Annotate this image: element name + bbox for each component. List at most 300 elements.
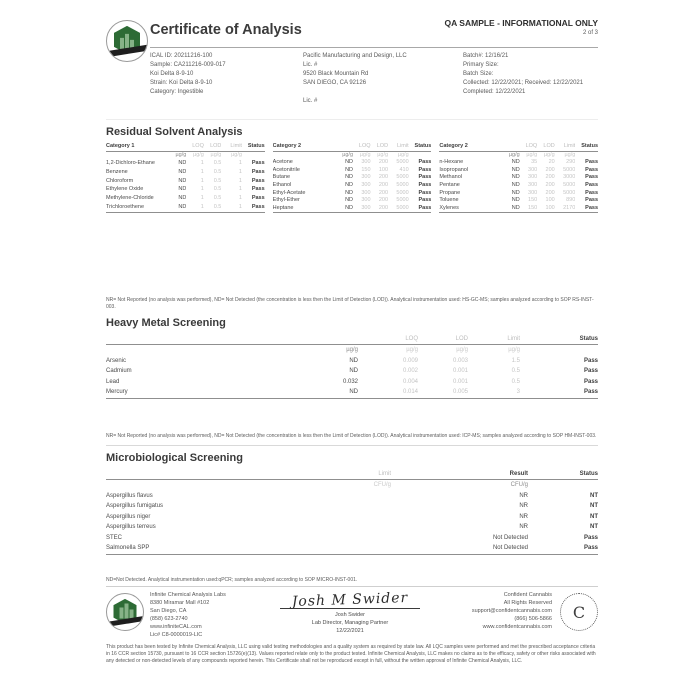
analyte-limit: 1 xyxy=(238,159,242,166)
signature: Josh M Swider xyxy=(291,590,409,611)
analyte-lod: 200 xyxy=(545,174,555,181)
units-row xyxy=(106,480,598,491)
analyte-name: Methanol xyxy=(439,174,462,181)
analyte-status: Pass xyxy=(251,177,265,184)
analyte-row xyxy=(439,197,598,205)
analyte-name: Trichloroethene xyxy=(106,204,145,211)
column-header-limit: Limit xyxy=(468,334,520,345)
metal-lod: 0.005 xyxy=(452,389,468,396)
unit-label: µg/g xyxy=(508,347,520,354)
client-info-column xyxy=(303,52,463,106)
analyte-name: 1,2-Dichloro-Ethane xyxy=(106,159,155,166)
analyte-status: Pass xyxy=(585,159,599,166)
confident-cannabis-block xyxy=(434,591,552,631)
organism-name: Aspergillus flavus xyxy=(106,492,153,499)
footer xyxy=(106,591,598,639)
analyte-limit: 2170 xyxy=(563,204,576,211)
analyte-limit: 5000 xyxy=(396,174,409,181)
analyte-lod: 100 xyxy=(545,204,555,211)
organism-limit xyxy=(301,512,391,523)
organism-row xyxy=(106,522,598,533)
analyte-lod: 0.5 xyxy=(213,204,222,211)
analyte-loq: 150 xyxy=(528,197,538,204)
confident-info-line: (866) 506-5866 xyxy=(514,616,552,623)
analyte-result: ND xyxy=(511,174,520,181)
unit-label: µg/g xyxy=(397,151,409,158)
metal-lod: 0.003 xyxy=(452,357,468,364)
analyte-name: Acetone xyxy=(272,159,293,166)
microbiological-note: ND=Not Detected. Analytical instrumentation used:qPCR; samples analyzed according to SOP MICRO-INST-001. xyxy=(106,577,598,588)
metal-limit: 0.5 xyxy=(511,368,520,375)
analyte-name: Ethanol xyxy=(272,181,292,188)
organism-name: STEC xyxy=(106,534,123,541)
analyte-lod: 20 xyxy=(548,159,555,166)
metal-loq: 0.014 xyxy=(402,389,418,396)
analyte-lod: 200 xyxy=(378,181,389,188)
metal-loq: 0.004 xyxy=(402,378,418,385)
analyte-row xyxy=(273,167,432,175)
analyte-lod: 200 xyxy=(378,159,389,166)
column-header-loq: LOQ xyxy=(353,143,371,151)
signature-block xyxy=(266,591,434,635)
analyte-name: Ethyl-Ether xyxy=(272,197,300,204)
client-info-line: Pacific Manufacturing and Design, LLC xyxy=(303,53,407,59)
analyte-limit: 290 xyxy=(566,159,576,166)
analyte-limit: 5000 xyxy=(563,166,576,173)
batch-info-line: Primary Size: xyxy=(463,62,499,68)
analyte-lod: 0.5 xyxy=(213,168,222,175)
signer-title: Lab Director, Managing Partner xyxy=(311,620,389,627)
sample-info-line: Koi Delta 8-9-10 xyxy=(150,71,194,77)
confident-info-line: All Rights Reserved xyxy=(503,600,552,607)
unit-label: µg/g xyxy=(564,151,576,158)
analyte-limit: 5000 xyxy=(396,204,409,211)
analyte-result: ND xyxy=(511,181,520,188)
organism-result: NR xyxy=(519,503,528,510)
organism-result: NR xyxy=(519,513,528,520)
analyte-loq: 1 xyxy=(200,168,204,175)
organism-name: Aspergillus fumigatus xyxy=(106,503,164,510)
analyte-row xyxy=(273,159,432,167)
unit-label: µg/g xyxy=(342,151,354,158)
lab-info-line: (858) 623-2740 xyxy=(150,616,188,623)
analyte-row xyxy=(273,205,432,213)
batch-info-column xyxy=(463,52,598,106)
header-title-row xyxy=(150,18,598,48)
lab-info-line: 8380 Miramar Mall #102 xyxy=(150,600,210,607)
analyte-result: ND xyxy=(345,197,354,204)
analyte-name: Heptane xyxy=(272,204,294,211)
analyte-name: Isopropanol xyxy=(439,166,469,173)
analyte-loq: 1 xyxy=(200,204,204,211)
page-number: 2 of 3 xyxy=(582,30,598,36)
analyte-result: ND xyxy=(345,166,354,173)
metal-row xyxy=(106,387,598,398)
organism-status: NT xyxy=(590,513,598,520)
logo-bar xyxy=(120,608,124,619)
analyte-status: Pass xyxy=(585,166,599,173)
column-header-category: Category 2 xyxy=(439,143,497,151)
metal-row xyxy=(106,356,598,367)
microbiological-heading: Microbiological Screening xyxy=(106,451,243,464)
analyte-result: ND xyxy=(178,159,187,166)
analyte-lod: 200 xyxy=(545,189,555,196)
metal-loq: 0.009 xyxy=(402,357,418,364)
header-info-columns xyxy=(150,48,598,106)
analyte-name: Ethylene Oxide xyxy=(106,186,144,193)
header xyxy=(106,18,598,106)
metal-status: Pass xyxy=(583,389,598,396)
analyte-loq: 300 xyxy=(361,174,371,181)
organism-row xyxy=(106,501,598,512)
metal-result: ND xyxy=(349,368,358,375)
organism-row xyxy=(106,491,598,502)
analyte-row xyxy=(106,195,265,204)
analyte-row xyxy=(106,203,265,212)
column-header-limit: Limit xyxy=(388,143,409,151)
analyte-loq: 300 xyxy=(361,197,371,204)
analyte-limit: 5000 xyxy=(396,181,409,188)
client-info-line: Lic. # xyxy=(303,62,318,68)
analyte-limit: 5000 xyxy=(396,197,409,204)
organism-result: Not Detected xyxy=(492,545,528,552)
logo-bar xyxy=(125,604,129,619)
analyte-status: Pass xyxy=(585,189,599,196)
unit-label: CFU/g xyxy=(373,482,391,489)
column-header-category: Category 2 xyxy=(273,143,331,151)
analyte-result: ND xyxy=(178,195,187,202)
column-header-lod: LOD xyxy=(371,143,389,151)
analyte-row xyxy=(439,167,598,175)
sample-info-line: Category: Ingestible xyxy=(150,89,204,95)
analyte-loq: 1 xyxy=(200,195,204,202)
units-row xyxy=(273,151,432,159)
analyte-status: Pass xyxy=(418,166,432,173)
table-header-row xyxy=(106,469,598,480)
unit-label: µg/g xyxy=(175,151,187,158)
analyte-lod: 100 xyxy=(378,166,389,173)
analyte-limit: 1 xyxy=(238,168,242,175)
units-row xyxy=(439,151,598,159)
organism-status: NT xyxy=(590,492,598,499)
unit-label: µg/g xyxy=(193,151,204,158)
organism-status: NT xyxy=(590,503,598,510)
analyte-row xyxy=(273,174,432,182)
analyte-name: Methylene-Chloride xyxy=(106,195,154,202)
solvent-table-category-1 xyxy=(106,143,265,213)
metal-name: Mercury xyxy=(106,389,128,396)
confident-info-line: www.confidentcannabis.com xyxy=(482,624,552,631)
metal-name: Cadmium xyxy=(106,368,132,375)
units-row xyxy=(106,345,598,356)
analyte-limit: 1 xyxy=(238,204,242,211)
metal-result: 0.032 xyxy=(342,378,358,385)
unit-label: µg/g xyxy=(231,151,242,158)
analyte-status: Pass xyxy=(418,204,432,211)
certificate-page xyxy=(106,18,598,665)
analyte-name: Pentane xyxy=(439,181,460,188)
client-info-line: 9520 Black Mountain Rd xyxy=(303,71,369,77)
analyte-name: Acetonitrile xyxy=(272,166,300,173)
analyte-status: Pass xyxy=(585,204,599,211)
organism-limit xyxy=(301,501,391,512)
analyte-loq: 300 xyxy=(528,174,538,181)
client-info-line: SAN DIEGO, CA 92126 xyxy=(303,80,367,86)
analyte-result: ND xyxy=(345,174,354,181)
lab-info-line: www.infiniteCAL.com xyxy=(150,624,202,631)
qa-sample-banner: QA SAMPLE - INFORMATIONAL ONLY xyxy=(444,18,598,28)
table-header-row xyxy=(106,334,598,345)
column-header-status: Status xyxy=(409,143,432,151)
analyte-row xyxy=(439,205,598,213)
organism-limit xyxy=(301,543,391,554)
organism-row xyxy=(106,543,598,554)
analyte-lod: 200 xyxy=(378,189,389,196)
analyte-row xyxy=(439,174,598,182)
organism-result: NR xyxy=(519,524,528,531)
organism-name: Aspergillus terreus xyxy=(106,524,156,531)
analyte-result: ND xyxy=(511,166,520,173)
sample-info-column xyxy=(150,52,303,106)
analyte-loq: 300 xyxy=(361,204,371,211)
analyte-limit: 1 xyxy=(238,177,242,184)
analyte-row xyxy=(273,182,432,190)
analyte-result: ND xyxy=(178,204,187,211)
analyte-status: Pass xyxy=(418,181,432,188)
metal-status: Pass xyxy=(583,378,598,385)
analyte-lod: 0.5 xyxy=(213,186,222,193)
column-header-status: Status xyxy=(528,469,598,480)
metal-row xyxy=(106,366,598,377)
analyte-status: Pass xyxy=(418,197,432,204)
organism-name: Aspergillus niger xyxy=(106,513,151,520)
microbiological-table xyxy=(106,469,598,555)
analyte-limit: 1 xyxy=(238,186,242,193)
confident-info-line: Confident Cannabis xyxy=(503,592,552,599)
analyte-loq: 300 xyxy=(528,189,538,196)
analyte-result: ND xyxy=(511,197,520,204)
signature-date: 12/22/2021 xyxy=(336,628,364,635)
analyte-status: Pass xyxy=(585,181,599,188)
column-header-loq: LOQ xyxy=(520,143,538,151)
table-header-row xyxy=(106,143,265,151)
analyte-row xyxy=(439,182,598,190)
analyte-result: ND xyxy=(178,177,187,184)
analyte-loq: 1 xyxy=(200,186,204,193)
residual-solvent-heading: Residual Solvent Analysis xyxy=(106,126,243,138)
infinite-chemical-logo xyxy=(106,593,144,631)
confident-cannabis-stamp xyxy=(560,593,598,631)
analyte-result: ND xyxy=(345,204,354,211)
column-header-loq: LOQ xyxy=(186,143,204,151)
organism-status: Pass xyxy=(583,545,598,552)
lab-info-line: Infinite Chemical Analysis Labs xyxy=(150,592,226,599)
analyte-limit: 5000 xyxy=(396,189,409,196)
analyte-row xyxy=(273,197,432,205)
metal-lod: 0.001 xyxy=(452,368,468,375)
lab-info-line: San Diego, CA xyxy=(150,608,187,615)
analyte-name: Toluene xyxy=(439,197,459,204)
column-header-lod: LOD xyxy=(418,334,468,345)
metal-row xyxy=(106,377,598,388)
unit-label: µg/g xyxy=(210,151,222,158)
analyte-lod: 200 xyxy=(545,181,555,188)
column-header-lod: LOD xyxy=(537,143,555,151)
analyte-loq: 300 xyxy=(361,189,371,196)
metal-status: Pass xyxy=(583,357,598,364)
analyte-status: Pass xyxy=(251,159,265,166)
analyte-lod: 200 xyxy=(378,174,389,181)
analyte-lod: 0.5 xyxy=(213,195,222,202)
analyte-lod: 200 xyxy=(378,204,389,211)
column-header-status: Status xyxy=(242,143,265,151)
analyte-result: ND xyxy=(511,204,520,211)
unit-label: CFU/g xyxy=(510,482,528,489)
sample-info-line: Strain: Koi Delta 8-9-10 xyxy=(150,80,213,86)
lab-info-line: Lic# C8-0000019-LIC xyxy=(150,632,203,639)
stamp-letter: C xyxy=(572,602,586,622)
analyte-row xyxy=(439,190,598,198)
unit-label: µg/g xyxy=(526,151,538,158)
metal-result: ND xyxy=(349,357,358,364)
organism-name: Salmonella SPP xyxy=(106,545,150,552)
signer-name: Josh Swider xyxy=(335,612,365,619)
heavy-metal-heading: Heavy Metal Screening xyxy=(106,316,226,329)
batch-info-line: Batch Size: xyxy=(463,71,494,77)
analyte-status: Pass xyxy=(418,189,432,196)
qa-banner-block xyxy=(445,18,598,36)
column-header-loq: LOQ xyxy=(358,334,418,345)
analyte-name: Chloroform xyxy=(106,177,134,184)
analyte-loq: 1 xyxy=(200,177,204,184)
sample-info-line: Sample: CA211216-009-017 xyxy=(150,62,226,68)
analyte-row xyxy=(439,159,598,167)
residual-solvent-note: NR= Not Reported (no analysis was performed), ND= Not Detected (the concentration is less then the Limit of Detection (LOD)). Analytical instrumentation used: HS-GC-MS; samples analyzed according to SOP RS-INST-003. xyxy=(106,297,594,311)
unit-label: µg/g xyxy=(346,347,358,354)
unit-label: µg/g xyxy=(508,151,520,158)
analyte-status: Pass xyxy=(418,159,432,166)
metal-limit: 0.5 xyxy=(511,378,520,385)
analyte-loq: 150 xyxy=(361,166,371,173)
organism-limit xyxy=(301,533,391,544)
analyte-loq: 300 xyxy=(528,181,538,188)
table-header-row xyxy=(273,143,432,151)
analyte-result: ND xyxy=(178,186,187,193)
logo-bar xyxy=(120,38,124,49)
metal-status: Pass xyxy=(583,368,598,375)
infinite-chemical-logo xyxy=(106,20,148,62)
analyte-limit: 1 xyxy=(238,195,242,202)
solvent-table-category-2b xyxy=(439,143,598,213)
analyte-limit: 5000 xyxy=(396,159,409,166)
unit-label: µg/g xyxy=(377,151,389,158)
analyte-row xyxy=(106,177,265,186)
analyte-lod: 100 xyxy=(545,197,555,204)
analyte-row xyxy=(106,186,265,195)
organism-result: Not Detected xyxy=(492,534,528,541)
analyte-name: Ethyl-Acetate xyxy=(272,189,306,196)
organism-row xyxy=(106,533,598,544)
analyte-status: Pass xyxy=(251,186,265,193)
metal-name: Arsenic xyxy=(106,357,127,364)
unit-label: µg/g xyxy=(406,347,418,354)
analyte-status: Pass xyxy=(251,204,265,211)
document-title: Certificate of Analysis xyxy=(150,22,302,38)
client-info-line xyxy=(303,88,463,97)
analyte-row xyxy=(106,168,265,177)
column-header-status: Status xyxy=(575,143,598,151)
analyte-status: Pass xyxy=(251,195,265,202)
unit-label: µg/g xyxy=(456,347,468,354)
analyte-limit: 5000 xyxy=(563,181,576,188)
organism-limit xyxy=(301,522,391,533)
analyte-lod: 200 xyxy=(378,197,389,204)
analyte-result: ND xyxy=(345,181,354,188)
analyte-loq: 35 xyxy=(531,159,538,166)
table-header-row xyxy=(439,143,598,151)
analyte-result: ND xyxy=(345,189,354,196)
analyte-result: ND xyxy=(345,159,354,166)
analyte-name: Propane xyxy=(439,189,461,196)
analyte-result: ND xyxy=(511,159,520,166)
heavy-metal-note: NR= Not Reported (no analysis was performed), ND= Not Detected (the concentration is less then the Limit of Detection (LOD)). Analytical instrumentation used: ICP-MS; samples analyzed according to SOP HM-INST-003. xyxy=(106,433,598,446)
organism-limit xyxy=(301,491,391,502)
analyte-lod: 0.5 xyxy=(213,159,222,166)
analyte-limit: 890 xyxy=(566,197,576,204)
analyte-status: Pass xyxy=(251,168,265,175)
column-header-lod: LOD xyxy=(204,143,222,151)
batch-info-line: Collected: 12/22/2021; Received: 12/22/2021 xyxy=(463,80,584,86)
analyte-lod: 0.5 xyxy=(213,177,222,184)
analyte-result: ND xyxy=(511,189,520,196)
analyte-name: Xylenes xyxy=(439,204,459,211)
analyte-lod: 200 xyxy=(545,166,555,173)
analyte-status: Pass xyxy=(585,197,599,204)
analyte-row xyxy=(106,159,265,168)
unit-label: µg/g xyxy=(543,151,555,158)
sample-info-line: ICAL ID: 20211216-100 xyxy=(150,53,213,59)
metal-limit: 1.5 xyxy=(511,357,520,364)
analyte-loq: 300 xyxy=(528,166,538,173)
analyte-loq: 150 xyxy=(528,204,538,211)
analyte-limit: 3000 xyxy=(563,174,576,181)
metal-lod: 0.001 xyxy=(452,378,468,385)
confident-info-line: support@confidentcannabis.com xyxy=(471,608,552,615)
column-header-result: Result xyxy=(391,469,528,480)
column-header-limit: Limit xyxy=(555,143,576,151)
legal-disclaimer: This product has been tested by Infinite Chemical Analysis, LLC using valid testing methodologies and a quality system as required by state law. All LQC samples were performed and met the prescribed acceptance criteria in 16 CCR section 15730, pursuant to 16 CCR section 15726(e)(13). Values reported relate only to the product tested. Infinite Chemical Analysis, LLC makes no claims as to the efficacy, safety or other risks associated with any detected or non-detected levels of any compounds reported herein. This Certificate shall not be reproduced except in full, without the written approval of Infinite Chemical Analysis, LLC. xyxy=(106,644,596,665)
client-info-line: Lic. # xyxy=(303,98,318,104)
analyte-limit: 5000 xyxy=(563,189,576,196)
unit-label: µg/g xyxy=(359,151,371,158)
lab-contact-block xyxy=(150,591,266,639)
residual-solvent-tables xyxy=(106,143,598,213)
heavy-metal-table xyxy=(106,334,598,399)
organism-status: Pass xyxy=(583,534,598,541)
column-header-category: Category 1 xyxy=(106,143,164,151)
metal-name: Lead xyxy=(106,378,120,385)
analyte-row xyxy=(273,190,432,198)
analyte-status: Pass xyxy=(418,174,432,181)
column-header-status: Status xyxy=(520,334,598,345)
organism-status: NT xyxy=(590,524,598,531)
analyte-loq: 300 xyxy=(361,181,371,188)
analyte-status: Pass xyxy=(585,174,599,181)
analyte-name: n-Hexane xyxy=(439,159,464,166)
organism-row xyxy=(106,512,598,523)
analyte-loq: 1 xyxy=(200,159,204,166)
units-row xyxy=(106,151,265,159)
